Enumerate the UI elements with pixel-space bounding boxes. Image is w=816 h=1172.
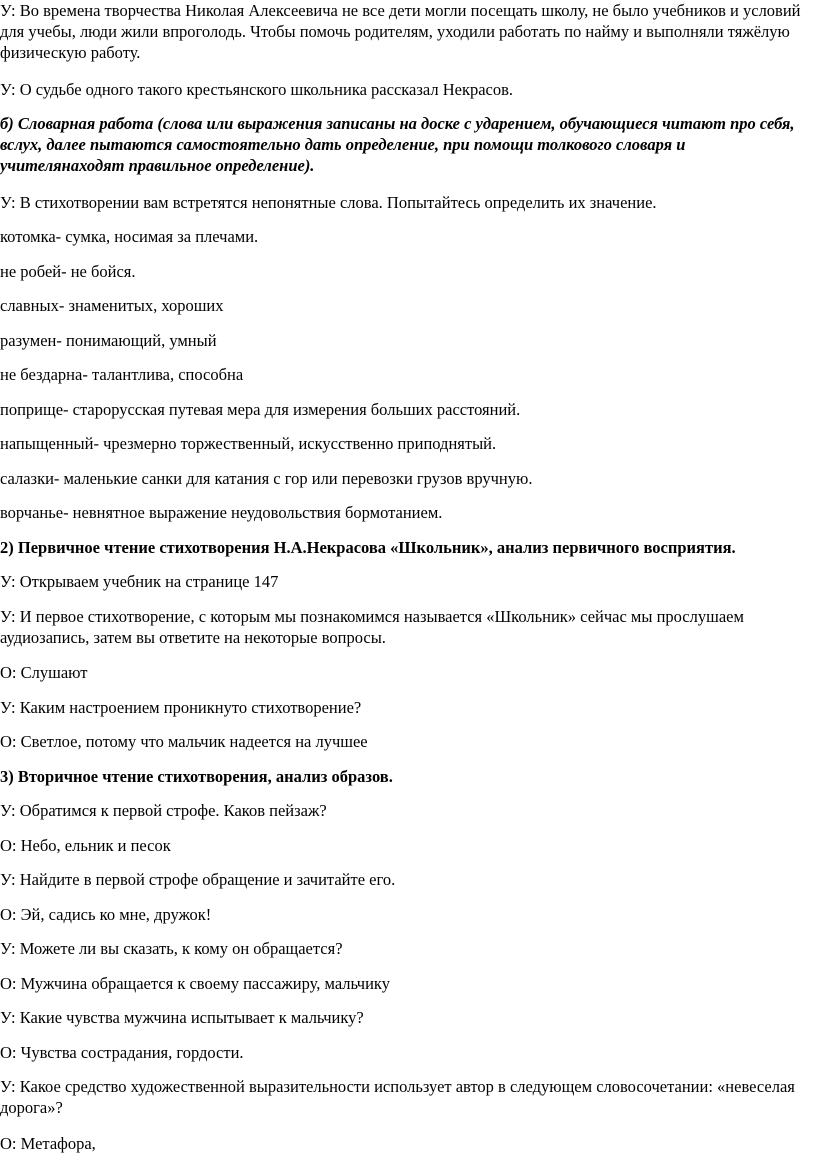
dialogue-line: У: Какое средство художественной выразительности использует автор в следующем словосочетании: «невеселая дорога»? bbox=[0, 1077, 795, 1117]
dialogue-line: У: Какие чувства мужчина испытывает к мальчику? bbox=[0, 1008, 364, 1027]
paragraph-unknown-words: У: В стихотворении вам встретятся непонятные слова. Попытайтесь определить их значение. bbox=[0, 193, 657, 212]
dialogue-line: О: Чувства сострадания, гордости. bbox=[0, 1043, 244, 1062]
paragraph-vocabulary-work: б) Словарная работа (слова или выражения записаны на доске с ударением, обучающиеся читают про себя, вслух, далее пытаются самостоятельно дать определение, при помощи толкового словаря и учителянаходят правильное определение). bbox=[0, 114, 795, 175]
dialogue-line: О: Небо, ельник и песок bbox=[0, 836, 171, 855]
dialogue-line: О: Слушают bbox=[0, 663, 88, 682]
paragraph-nekrasov: У: О судьбе одного такого крестьянского школьника рассказал Некрасов. bbox=[0, 80, 514, 99]
dialogue-line: У: Найдите в первой строфе обращение и зачитайте его. bbox=[0, 870, 396, 889]
dialogue-line: О: Метафора, bbox=[0, 1134, 96, 1153]
dialogue-line: О: Эй, садись ко мне, дружок! bbox=[0, 905, 212, 924]
vocab-item: не бездарна- талантлива, способна bbox=[0, 365, 244, 384]
section-heading-first-reading: 2) Первичное чтение стихотворения Н.А.Некрасова «Школьник», анализ первичного восприятия. bbox=[0, 538, 736, 557]
paragraph-intro: У: Во времена творчества Николая Алексеевича не все дети могли посещать школу, не было учебников и условий для учебы, люди жили впроголодь. Чтобы помочь родителям, уходили работать по найму и выполняли тяжёлую физическую работу. bbox=[0, 1, 801, 62]
vocab-item: салазки- маленькие санки для катания с гор или перевозки грузов вручную. bbox=[0, 469, 533, 488]
vocab-item: ворчанье- невнятное выражение неудовольствия бормотанием. bbox=[0, 503, 443, 522]
dialogue-line: О: Светлое, потому что мальчик надеется на лучшее bbox=[0, 732, 368, 751]
vocab-item: котомка- сумка, носимая за плечами. bbox=[0, 227, 259, 246]
dialogue-line: У: Обратимся к первой строфе. Каков пейзаж? bbox=[0, 801, 327, 820]
vocab-item: напыщенный- чрезмерно торжественный, искусственно приподнятый. bbox=[0, 434, 497, 453]
dialogue-line: О: Мужчина обращается к своему пассажиру, мальчику bbox=[0, 974, 390, 993]
dialogue-line: У: Открываем учебник на странице 147 bbox=[0, 572, 279, 591]
dialogue-line: У: Каким настроением проникнуто стихотворение? bbox=[0, 698, 362, 717]
dialogue-line: У: И первое стихотворение, с которым мы познакомимся называется «Школьник» сейчас мы прослушаем аудиозапись, затем вы ответите на некоторые вопросы. bbox=[0, 607, 744, 647]
dialogue-line: У: Можете ли вы сказать, к кому он обращается? bbox=[0, 939, 343, 958]
section-heading-second-reading: 3) Вторичное чтение стихотворения, анализ образов. bbox=[0, 767, 393, 786]
vocab-item: славных- знаменитых, хороших bbox=[0, 296, 224, 315]
vocab-item: поприще- старорусская путевая мера для измерения больших расстояний. bbox=[0, 400, 521, 419]
vocab-item: не робей- не бойся. bbox=[0, 262, 136, 281]
vocab-item: разумен- понимающий, умный bbox=[0, 331, 217, 350]
